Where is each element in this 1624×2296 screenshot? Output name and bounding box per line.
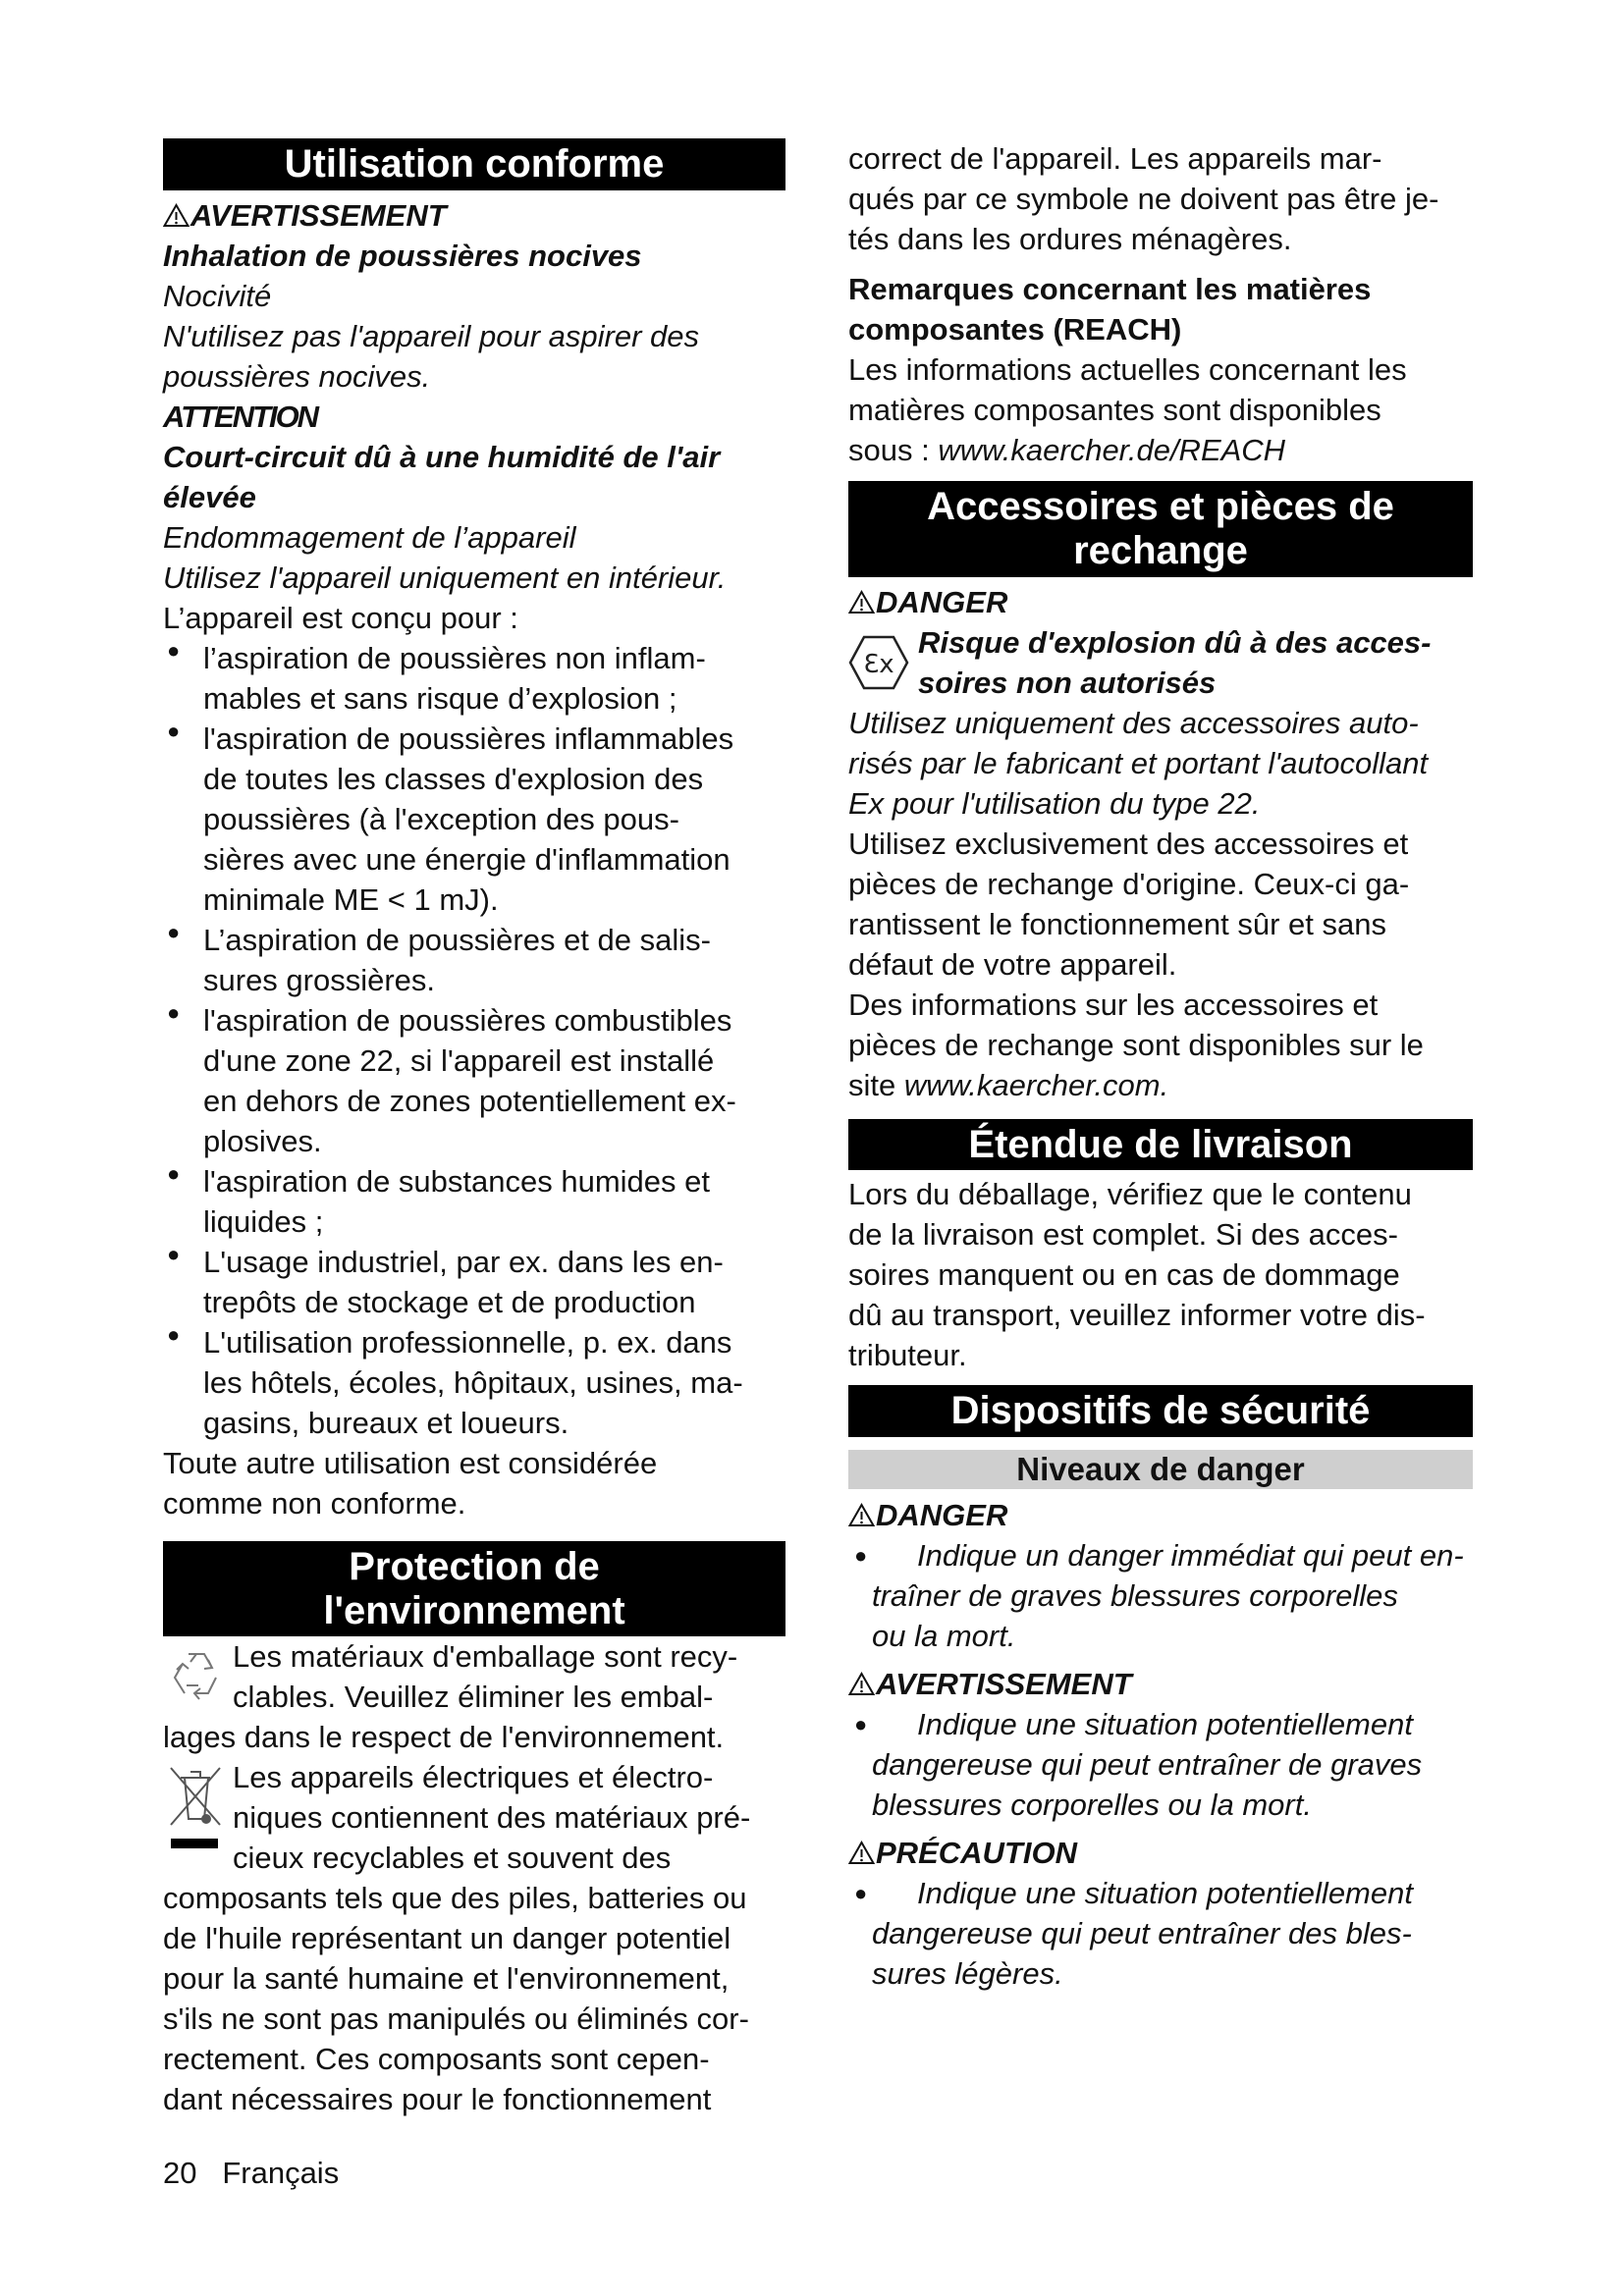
closing-text: Toute autre utilisation est considérée <box>163 1446 658 1480</box>
list-line: minimale ME < 1 mJ). <box>203 882 499 917</box>
level-text: blessures corporelles ou la mort. <box>872 1788 1312 1822</box>
scope-text: Lors du déballage, vérifiez que le contenu <box>848 1177 1412 1211</box>
acc-text: pièces de rechange d'origine. Ceux-ci ga- <box>848 867 1410 901</box>
level-text: dangereuse qui peut entraîner de graves <box>872 1747 1423 1782</box>
list-line: de toutes les classes d'explosion des <box>203 762 704 796</box>
page-number: 20 <box>163 2156 197 2190</box>
env-line: pour la santé humaine et l'environnement, <box>163 1961 730 1996</box>
crossed-bin-icon <box>167 1764 224 1852</box>
warning-triangle-icon <box>848 590 875 614</box>
attention-label: ATTENTION <box>163 400 318 434</box>
attention-title: élevée <box>163 480 256 514</box>
scope-text: de la livraison est complet. Si des acces- <box>848 1217 1398 1252</box>
ex-explosion-icon <box>848 633 909 692</box>
reach-text: sous : <box>848 433 939 467</box>
level-text: Indique un danger immédiat qui peut en- <box>917 1538 1464 1573</box>
attention-consequence: Endommagement de l’appareil <box>163 520 576 555</box>
danger-text: Ex pour l'utilisation du type 22. <box>848 786 1261 821</box>
env-line: lages dans le respect de l'environnement. <box>163 1720 725 1754</box>
accessories-section <box>848 582 1473 1105</box>
list-item: ● Indique une situation potentiellement dangereuse qui peut entraîner des bles- sures légères. <box>848 1873 1496 1994</box>
header-text: rechange <box>1073 529 1248 572</box>
acc-text: Utilisez exclusivement des accessoires et <box>848 827 1409 861</box>
bullet-icon: ● <box>167 1161 181 1186</box>
warning-label-text: AVERTISSEMENT <box>190 198 447 233</box>
svg-text:Ɛx: Ɛx <box>863 650 894 679</box>
level-text: ou la mort. <box>872 1619 1016 1653</box>
usage-section <box>163 195 785 1523</box>
list-line: L’aspiration de poussières et de salis- <box>203 923 711 957</box>
scope-text: soires manquent ou en cas de dommage <box>848 1257 1400 1292</box>
scope-text: tributeur. <box>848 1338 967 1372</box>
env-line: niques contiennent des matériaux pré- <box>233 1800 751 1835</box>
header-text: Utilisation conforme <box>284 142 665 186</box>
bullet-icon: ● <box>167 638 181 663</box>
list-line: sières avec une énergie d'inflammation <box>203 842 731 877</box>
warning-text: N'utilisez pas l'appareil pour aspirer des <box>163 319 699 353</box>
bullet-icon: ● <box>167 719 181 743</box>
acc-text: . <box>1160 1068 1169 1102</box>
warning-triangle-icon <box>848 1672 875 1696</box>
env-line: s'ils ne sont pas manipulés ou éliminés cor- <box>163 2002 749 2036</box>
list-item <box>163 1161 785 1242</box>
warning-title: Inhalation de poussières nocives <box>163 239 642 273</box>
list-line: liquides ; <box>203 1204 324 1239</box>
header-text: Accessoires et pièces de <box>927 485 1394 528</box>
warning-triangle-icon <box>848 1503 875 1527</box>
env-line: dant nécessaires pour le fonctionnement <box>163 2082 712 2116</box>
attention-text: Utilisez l'appareil uniquement en intérieur. <box>163 561 727 595</box>
env-line: Les appareils électriques et électro- <box>233 1760 714 1794</box>
list-item: ● Indique une situation potentiellement dangereuse qui peut entraîner de graves blessures corporelles ou la mort. <box>848 1704 1496 1825</box>
level-text: Indique une situation potentiellement <box>917 1876 1413 1910</box>
header-text: Dispositifs de sécurité <box>950 1389 1371 1432</box>
footer-language: Français <box>222 2156 340 2190</box>
list-line: mables et sans risque d’explosion ; <box>203 681 677 716</box>
list-item: ● Indique un danger immédiat qui peut en- traîner de graves blessures corporelles ou la mort. <box>848 1535 1496 1656</box>
section-header-accessories <box>848 481 1473 577</box>
danger-text: risés par le fabricant et portant l'autocollant <box>848 746 1429 780</box>
list-line: poussières (à l'exception des pous- <box>203 802 679 836</box>
level-text: dangereuse qui peut entraîner des bles- <box>872 1916 1412 1950</box>
section-header-usage <box>163 138 785 190</box>
scope-text: dû au transport, veuillez informer votre dis- <box>848 1298 1426 1332</box>
env-line: correct de l'appareil. Les appareils mar- <box>848 141 1382 176</box>
danger-title: Risque d'explosion dû à des acces- <box>918 625 1432 660</box>
list-line: l'aspiration de poussières inflammables <box>203 721 734 756</box>
section-header-scope <box>848 1119 1473 1170</box>
list-line: l’aspiration de poussières non inflam- <box>203 641 706 675</box>
level-label: AVERTISSEMENT <box>876 1667 1132 1701</box>
list-line: l'aspiration de substances humides et <box>203 1164 710 1199</box>
env-line: de l'huile représentant un danger potentiel <box>163 1921 731 1955</box>
attention-title: Court-circuit dû à une humidité de l'air <box>163 440 721 474</box>
acc-text: défaut de votre appareil. <box>848 947 1177 982</box>
level-label: PRÉCAUTION <box>876 1836 1077 1870</box>
closing-text: comme non conforme. <box>163 1486 466 1521</box>
recycling-icon <box>169 1648 224 1703</box>
danger-text: Utilisez uniquement des accessoires auto- <box>848 706 1419 740</box>
environment-continued <box>848 138 1473 259</box>
bullet-icon: ● <box>167 1242 181 1266</box>
list-item <box>163 1000 785 1161</box>
acc-text: Des informations sur les accessoires et <box>848 988 1379 1022</box>
acc-text: rantissent le fonctionnement sûr et sans <box>848 907 1386 941</box>
header-text: l'environnement <box>323 1588 625 1632</box>
bullet-icon: ● <box>167 1000 181 1025</box>
danger-label: DANGER <box>876 585 1008 619</box>
kaercher-link[interactable]: www.kaercher.com <box>903 1068 1161 1102</box>
list-item <box>163 1322 785 1443</box>
header-text: Protection de <box>349 1544 600 1588</box>
list-item <box>163 920 785 1000</box>
environment-section <box>163 1636 785 2119</box>
warning-triangle-icon <box>848 1841 875 1865</box>
reach-title: Remarques concernant les matières <box>848 272 1372 306</box>
list-line: les hôtels, écoles, hôpitaux, usines, ma- <box>203 1365 743 1400</box>
env-line: Les matériaux d'emballage sont recy- <box>233 1639 738 1674</box>
warning-consequence: Nocivité <box>163 279 272 313</box>
list-item <box>163 719 785 920</box>
level-text: sures légères. <box>872 1956 1063 1991</box>
list-line: l'aspiration de poussières combustibles <box>203 1003 732 1038</box>
usage-intro: L’appareil est conçu pour : <box>163 601 518 635</box>
subheader-text: Niveaux de danger <box>1016 1451 1305 1487</box>
list-line: en dehors de zones potentiellement ex- <box>203 1084 736 1118</box>
level-label: DANGER <box>876 1498 1008 1532</box>
env-line: qués par ce symbole ne doivent pas être je- <box>848 182 1439 216</box>
section-header-safety <box>848 1385 1473 1437</box>
reach-title: composantes (REACH) <box>848 312 1182 347</box>
list-line: L'utilisation professionnelle, p. ex. dans <box>203 1325 732 1360</box>
warning-triangle-icon <box>163 203 189 228</box>
env-line: tés dans les ordures ménagères. <box>848 222 1292 256</box>
list-line: plosives. <box>203 1124 322 1158</box>
env-line: clables. Veuillez éliminer les embal- <box>233 1680 714 1714</box>
env-line: rectement. Ces composants sont cepen- <box>163 2042 710 2076</box>
bullet-icon: ● <box>167 920 181 944</box>
header-text: Étendue de livraison <box>968 1122 1353 1166</box>
warning-text: poussières nocives. <box>163 359 431 394</box>
reach-section <box>848 269 1473 470</box>
subheader-danger-levels <box>848 1450 1473 1489</box>
page-footer <box>163 2153 785 2193</box>
scope-section <box>848 1174 1473 1375</box>
section-header-environment <box>163 1541 785 1636</box>
danger-title: soires non autorisés <box>918 666 1217 700</box>
list-line: d'une zone 22, si l'appareil est installé <box>203 1043 715 1078</box>
acc-text: site <box>848 1068 904 1102</box>
list-item <box>163 638 785 719</box>
list-line: sures grossières. <box>203 963 436 997</box>
list-line: L'usage industriel, par ex. dans les en- <box>203 1245 724 1279</box>
bullet-icon: ● <box>167 1322 181 1347</box>
reach-text: Les informations actuelles concernant les <box>848 352 1407 387</box>
env-line: composants tels que des piles, batteries ou <box>163 1881 747 1915</box>
reach-text: matières composantes sont disponibles <box>848 393 1381 427</box>
level-text: traîner de graves blessures corporelles <box>872 1578 1398 1613</box>
level-text: Indique une situation potentiellement <box>917 1707 1413 1741</box>
list-line: trepôts de stockage et de production <box>203 1285 696 1319</box>
list-item <box>163 1242 785 1322</box>
reach-link[interactable]: www.kaercher.de/REACH <box>938 433 1286 467</box>
acc-text: pièces de rechange sont disponibles sur le <box>848 1028 1424 1062</box>
warning-label <box>163 195 785 236</box>
list-line: gasins, bureaux et loueurs. <box>203 1406 569 1440</box>
env-line: cieux recyclables et souvent des <box>233 1841 672 1875</box>
danger-levels <box>848 1495 1496 1994</box>
